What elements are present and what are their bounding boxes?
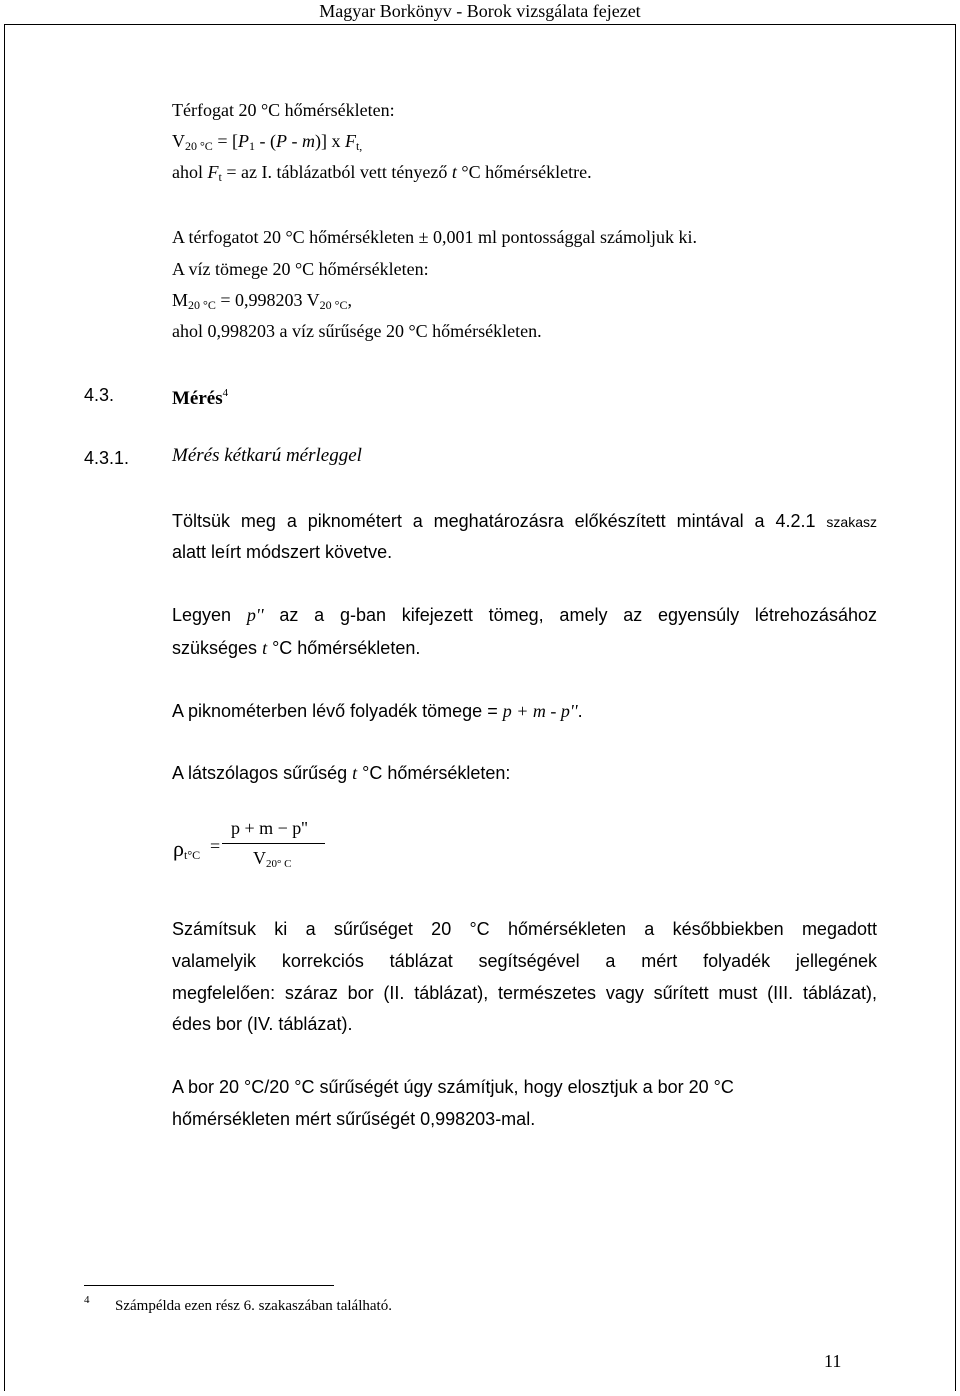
calc-line-3: megfelelően: száraz bor (II. táblázat), természetes vagy sűrített must (III. táblázat), — [172, 983, 877, 1003]
page-number: 11 — [824, 1351, 842, 1371]
definition-line-2: szükséges t °C hőmérsékleten. — [172, 638, 421, 658]
volume-precision-line: A térfogatot 20 °C hőmérsékleten ± 0,001 ml pontossággal számoljuk ki. — [172, 227, 697, 247]
ratio-line-1: A bor 20 °C/20 °C sűrűségét úgy számítjuk, hogy elosztjuk a bor 20 °C — [172, 1077, 734, 1097]
water-mass-heading: A víz tömege 20 °C hőmérsékleten: — [172, 259, 429, 279]
formula-denominator: $V_{20^\circ C}$ — [253, 848, 292, 870]
definition-line-1: Legyen p'' az a g-ban kifejezett tömeg, amely az egyensúly létrehozásához — [172, 605, 877, 625]
footnote-rule — [84, 1285, 334, 1286]
formula-equals: = — [210, 836, 221, 856]
volume-where-line: ahol $F_t$ = az I. táblázatból vett tényező t °C hőmérsékletre. — [172, 162, 592, 184]
fill-instruction-line-1: Töltsük meg a piknométert a meghatározásra előkészített mintával a 4.2.1 szakasz — [172, 511, 877, 531]
volume-heading: Térfogat 20 °C hőmérsékleten: — [172, 100, 395, 120]
footnote-text: Számpélda ezen rész 6. szakaszában található. — [115, 1298, 392, 1314]
calc-line-4: édes bor (IV. táblázat). — [172, 1014, 353, 1034]
calc-line-1: Számítsuk ki a sűrűséget 20 °C hőmérsékleten a későbbiekben megadott — [172, 919, 877, 939]
fill-instruction-line-2: alatt leírt módszert követve. — [172, 542, 393, 562]
subsection-title: Mérés kétkarú mérleggel — [172, 445, 362, 466]
volume-formula: $V_{20 ^\circ C} = [P_1 - (P - m)]$ x $F_{t,}$ — [172, 131, 363, 153]
water-mass-formula: $M_{20 ^\circ C} = 0,998203$ $V_{20 ^\circ C}$, — [172, 290, 352, 312]
formula-rho: $\rho_{t^\circ C}$ — [173, 836, 201, 862]
section-title: Mérés$^4$ — [172, 387, 229, 409]
footnote-number: 4 — [84, 1294, 90, 1306]
water-density-line: ahol 0,998203 a víz sűrűsége 20 °C hőmérsékleten. — [172, 321, 542, 341]
ratio-line-2: hőmérsékleten mért sűrűségét 0,998203-mal. — [172, 1109, 536, 1129]
page-header: Magyar Borkönyv - Borok vizsgálata fejezet — [319, 1, 641, 21]
formula-numerator: p + m − p'' — [231, 818, 308, 838]
footnote-ref: 4 — [222, 387, 229, 399]
formula-fraction-bar — [222, 843, 325, 844]
apparent-density-line: A látszólagos sűrűség t °C hőmérsékleten: — [172, 763, 511, 783]
section-number: 4.3. — [84, 385, 115, 405]
calc-line-2: valamelyik korrekciós táblázat segítségével a mért folyadék jellegének — [172, 951, 877, 971]
liquid-mass-line: A piknométerben lévő folyadék tömege = p + m - p''. — [172, 701, 583, 721]
subsection-number: 4.3.1. — [84, 448, 130, 468]
